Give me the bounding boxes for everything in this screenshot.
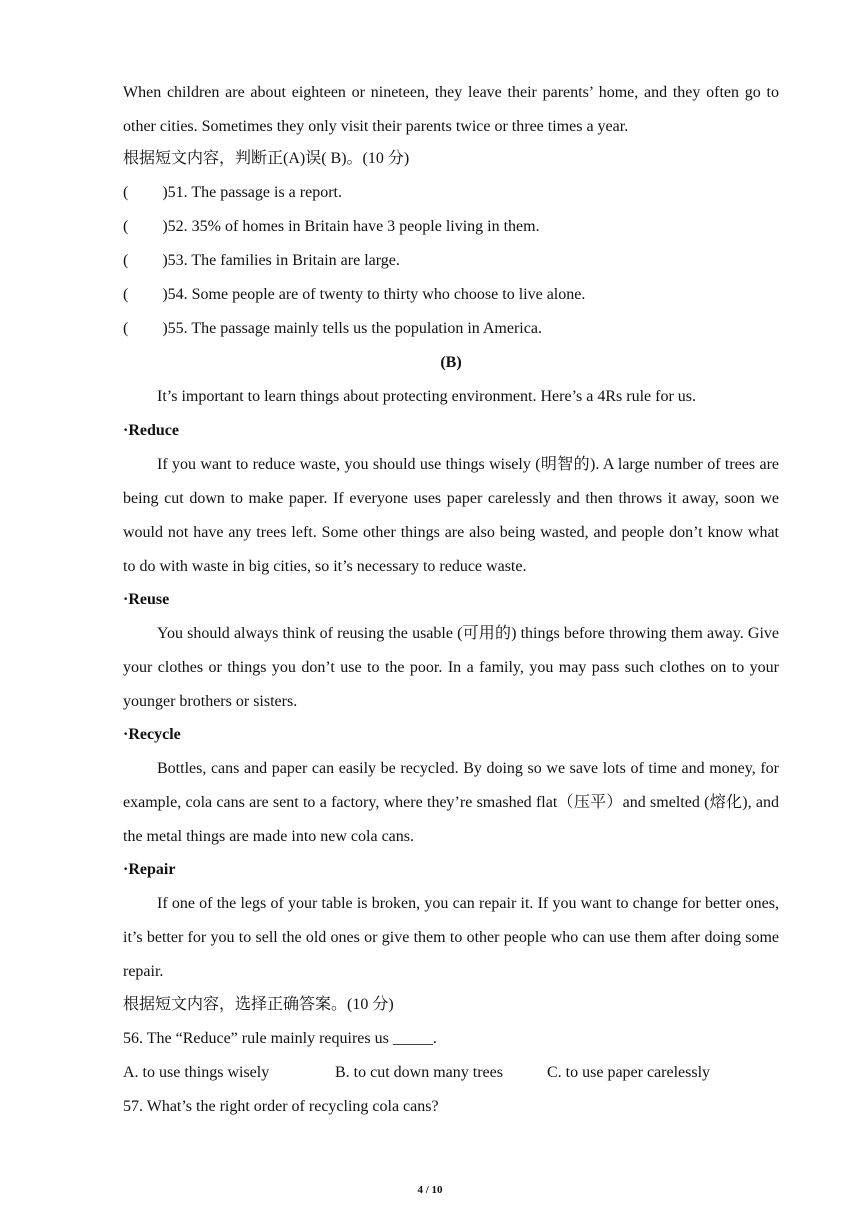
passage-b-instruction: 根据短文内容，选择正确答案。(10 分): [123, 996, 394, 1013]
question-51: [123, 176, 779, 210]
section-body-recycle: Bottles, cans and paper can easily be recycled. By doing so we save lots of time and money, for example, cola cans are sent to a factory, where they’re smashed flat（压平）and smelted (熔化), and the metal things are made into new cola cans.: [123, 760, 779, 845]
section-title-reuse: ·Reuse: [123, 591, 170, 608]
answer-paren-open: (: [123, 252, 129, 269]
answer-paren-close: ): [162, 252, 168, 269]
section-body-reduce: If you want to reduce waste, you should use things wisely (明智的). A large number of trees are being cut down to make paper. If everyone uses paper carelessly and then throws it away, soon we would not have any trees left. Some other things are also being wasted, and people don’t know what to do with waste in big cities, so it’s necessary to reduce waste.: [123, 456, 779, 575]
question-56-stem: 56. The “Reduce” rule mainly requires us _____.: [123, 1030, 437, 1047]
answer-paren-close: ): [162, 320, 168, 337]
option-b[interactable]: B. to cut down many trees: [335, 1064, 503, 1081]
question-text: 54. Some people are of twenty to thirty who choose to live alone.: [167, 286, 586, 303]
question-text: 53. The families in Britain are large.: [167, 252, 400, 269]
question-text: 51. The passage is a report.: [167, 184, 342, 201]
question-56-options: [123, 1056, 779, 1090]
answer-paren-open: (: [123, 218, 129, 235]
passage-a-paragraph: When children are about eighteen or nineteen, they leave their parents’ home, and they often go to other cities. Sometimes they only visit their parents twice or three times a year.: [123, 84, 779, 135]
option-a[interactable]: A. to use things wisely: [123, 1064, 270, 1081]
answer-paren-close: ): [162, 286, 168, 303]
answer-paren-open: (: [123, 286, 129, 303]
section-title-repair: ·Repair: [123, 861, 176, 878]
question-52: [123, 210, 779, 244]
answer-paren-open: (: [123, 320, 129, 337]
section-body-repair: If one of the legs of your table is broken, you can repair it. If you want to change for better ones, it’s better for you to sell the old ones or give them to other people who can use them after doing some repair.: [123, 895, 779, 980]
page-number: 4 / 10: [417, 1184, 443, 1196]
passage-b-intro: It’s important to learn things about protecting environment. Here’s a 4Rs rule for us.: [157, 388, 696, 405]
question-54: [123, 278, 779, 312]
answer-paren-close: ): [162, 218, 168, 235]
question-55: [123, 312, 779, 346]
section-title-reduce: ·Reduce: [123, 422, 179, 439]
section-body-reuse: You should always think of reusing the usable (可用的) things before throwing them away. Give your clothes or things you don’t use to the poor. In a family, you may pass such clothes on to your younger brothers or sisters.: [123, 625, 779, 710]
section-title-recycle: ·Recycle: [123, 726, 181, 743]
answer-paren-close: ): [162, 184, 168, 201]
passage-a-instruction: 根据短文内容，判断正(A)误( B)。(10 分): [123, 150, 410, 167]
passage-b-heading: (B): [440, 354, 462, 371]
question-57-stem: 57. What’s the right order of recycling cola cans?: [123, 1098, 439, 1115]
answer-paren-open: (: [123, 184, 129, 201]
option-c[interactable]: C. to use paper carelessly: [547, 1064, 711, 1081]
question-text: 52. 35% of homes in Britain have 3 people living in them.: [167, 218, 540, 235]
question-53: [123, 244, 779, 278]
question-text: 55. The passage mainly tells us the population in America.: [167, 320, 542, 337]
